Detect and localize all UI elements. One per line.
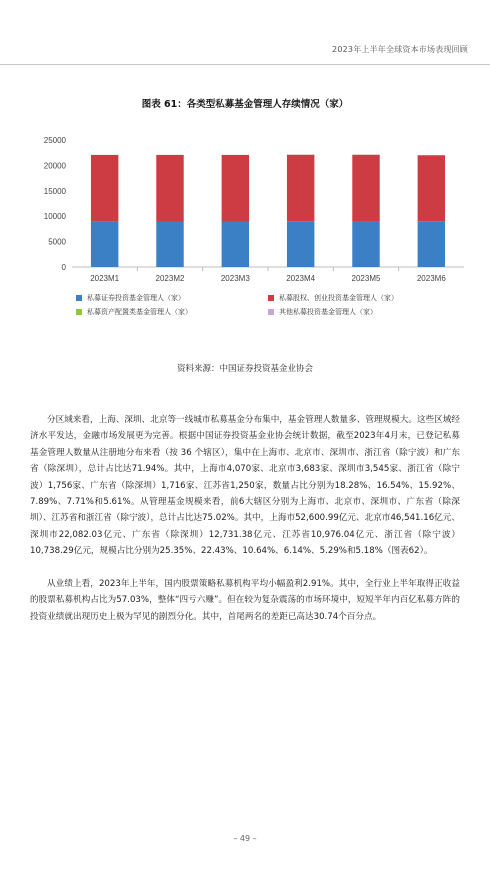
legend-label-equity-vc: 私募股权、创业投资基金管理人（家）: [279, 294, 398, 302]
body-paragraph-regional: 分区域来看，上海、深圳、北京等一线城市私募基金分布集中，基金管理人数量多、管理规模大。这些区域经济水平发达，金融市场发展更为完善。根据中国证券投资基金业协会统计数据，截至2023年4月末，已登记私募基金管理人数量从注册地分布来看（按 36 个辖区），集中在上海市、北京市、深圳市、浙江省（除宁波）和广东省（除深圳），总计占比达71.94%。其中，上海市4,070家、北京市3,683家、深圳市3,545家、浙江省（除宁波）1,756家、广东省（除深圳）1,716家、江苏省1,250家，数量占比分别为18.28%、16.54%、15.92%、7.89%、7.71%和5.61%。从管理基金规模来看，前6大辖区分别为上海市、北京市、深圳市、广东省（除深圳）、江苏省和浙江省（除宁波），总计占比达75.02%。其中，上海市52,600.99亿元、北京市46,541.16亿元、深圳市22,082.03亿元、广东省（除深圳）12,731.38亿元、江苏省10,976.04亿元、浙江省（除宁波）10,738.29亿元，规模占比分别为25.35%、22.43%、10.64%、6.14%、5.29%和5.18%（图表62）。: [30, 415, 460, 557]
y-tick-label: 5000: [48, 237, 66, 247]
legend-swatch-other: [268, 309, 274, 315]
bar-segment-securities: [91, 222, 118, 267]
x-tick-label: 2023M1: [90, 274, 120, 283]
bar-segment-securities: [418, 221, 445, 267]
page-number: – 49 –: [233, 834, 257, 843]
y-tick-label: 15000: [43, 186, 66, 196]
bar-segment-equity-vc: [222, 155, 249, 222]
y-tick-label: 25000: [43, 136, 66, 145]
legend-label-securities: 私募证券投资基金管理人（家）: [87, 294, 185, 302]
bar-segment-equity-vc: [156, 155, 183, 222]
legend-item-asset-allocation: [76, 307, 192, 317]
legend-item-other: [268, 307, 377, 317]
bar-segment-securities: [287, 221, 314, 267]
bar-segment-equity-vc: [287, 155, 314, 222]
x-tick-label: 2023M4: [286, 274, 316, 283]
bar-segment-equity-vc: [352, 155, 379, 221]
y-tick-label: 0: [61, 263, 66, 272]
y-tick-label: 20000: [43, 161, 66, 171]
legend-item-equity-vc: [268, 293, 398, 303]
header-divider: [0, 64, 490, 65]
x-tick-label: 2023M3: [220, 274, 250, 283]
bar-segment-securities: [156, 222, 183, 267]
x-tick-label: 2023M6: [416, 274, 446, 283]
stacked-bar-chart: [28, 130, 468, 290]
chart-caption: 图表 61：各类型私募基金管理人存续情况（家）: [141, 99, 349, 110]
y-tick-label: 10000: [43, 212, 66, 222]
legend-item-securities: [76, 293, 185, 303]
body-paragraph-performance: 从业绩上看，2023年上半年，国内股票策略私募机构平均小幅盈利2.91%。其中，全行业上半年取得正收益的股票私募机构占比为57.03%，整体“四亏六赚”。但在较为复杂震荡的市场环境中，短短半年内百亿私募方阵的投资业绩就出现历史上极为罕见的剧烈分化。其中，首尾两名的差距已高达30.74个百分点。: [30, 579, 460, 622]
bar-segment-equity-vc: [418, 155, 445, 221]
legend-label-asset-allocation: 私募资产配置类基金管理人（家）: [87, 308, 192, 316]
figure-source: 资料来源：中国证券投资基金业协会: [176, 364, 313, 374]
bar-segment-equity-vc: [91, 155, 118, 222]
legend-swatch-asset-allocation: [76, 309, 82, 315]
bar-segment-securities: [352, 221, 379, 267]
x-tick-label: 2023M2: [155, 274, 185, 283]
report-header-title: 2023年上半年全球资本市场表现回顾: [332, 45, 468, 54]
x-tick-label: 2023M5: [351, 274, 381, 283]
legend-label-other: 其他私募投资基金管理人（家）: [279, 308, 377, 316]
legend-swatch-equity-vc: [268, 295, 274, 301]
legend-swatch-securities: [76, 295, 82, 301]
bar-segment-securities: [222, 222, 249, 267]
